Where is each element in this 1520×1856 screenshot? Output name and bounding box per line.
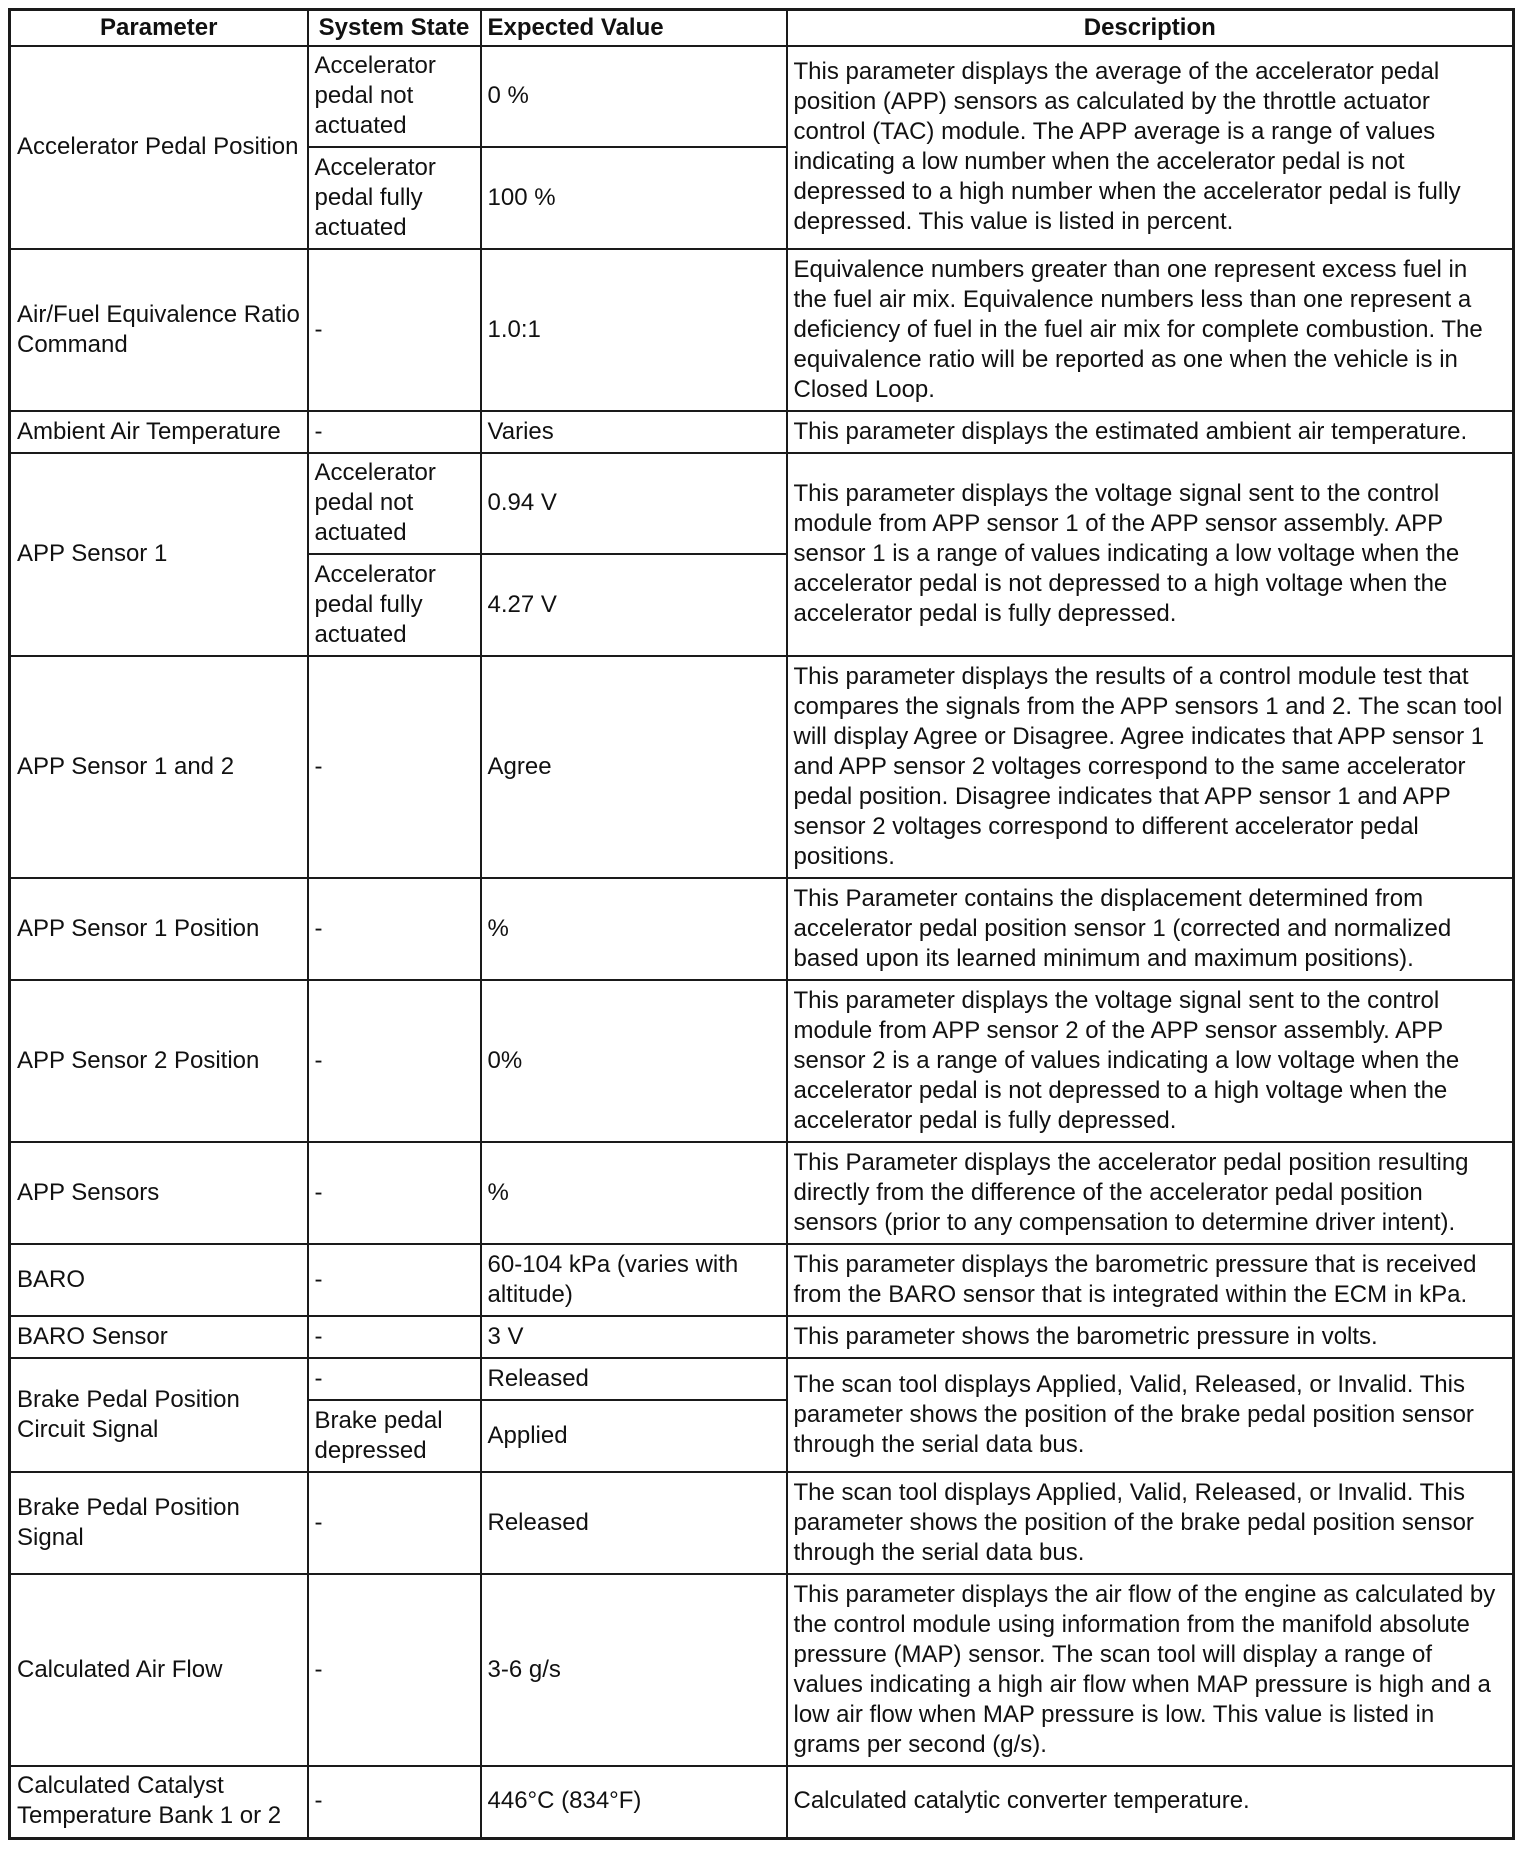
table-row [10, 1316, 1514, 1358]
header-row [10, 10, 1514, 47]
description-cell: This Parameter contains the displacement determined from accelerator pedal position sensor 1 (corrected and normalized based upon its learned minimum and maximum positions). [787, 878, 1514, 980]
description-cell: This parameter displays the barometric pressure that is received from the BARO sensor that is integrated within the ECM in kPa. [787, 1244, 1514, 1316]
description-cell: This parameter shows the barometric pressure in volts. [787, 1316, 1514, 1358]
expected-value-cell: 0% [481, 980, 787, 1142]
description-cell: The scan tool displays Applied, Valid, Released, or Invalid. This parameter shows the position of the brake pedal position sensor through the serial data bus. [787, 1358, 1514, 1472]
expected-value-cell: 3-6 g/s [481, 1574, 787, 1766]
expected-value-cell: Agree [481, 656, 787, 878]
table-row [10, 1358, 1514, 1400]
expected-value-cell: 100 % [481, 147, 787, 249]
system-state-cell: Brake pedal depressed [308, 1400, 481, 1472]
expected-value-cell: % [481, 1142, 787, 1244]
header-system-state: System State [308, 10, 481, 47]
parameter-cell: Ambient Air Temperature [10, 411, 308, 453]
table-row [10, 1766, 1514, 1838]
parameter-cell: APP Sensor 1 and 2 [10, 656, 308, 878]
table-row [10, 656, 1514, 878]
description-cell: This parameter displays the results of a control module test that compares the signals from the APP sensors 1 and 2. The scan tool will display Agree or Disagree. Agree indicates that APP sensor 1 and APP sensor 2 voltages correspond to the same accelerator pedal position. Disagree indicates that APP sensor 1 and APP sensor 2 voltages correspond to different accelerator pedal positions. [787, 656, 1514, 878]
expected-value-cell: Applied [481, 1400, 787, 1472]
table-row [10, 453, 1514, 554]
header-expected-value: Expected Value [481, 10, 787, 47]
expected-value-cell: 1.0:1 [481, 249, 787, 411]
parameter-table [8, 8, 1515, 1840]
parameter-cell: APP Sensor 1 [10, 453, 308, 656]
table-row [10, 1244, 1514, 1316]
expected-value-cell: 0.94 V [481, 453, 787, 554]
parameter-table-sheet [8, 8, 1512, 1840]
parameter-cell: BARO [10, 1244, 308, 1316]
system-state-cell: Accelerator pedal not actuated [308, 453, 481, 554]
description-cell: This parameter displays the voltage signal sent to the control module from APP sensor 2 of the APP sensor assembly. APP sensor 2 is a range of values indicating a low voltage when the accelerator pedal is not depressed to a high voltage when the accelerator pedal is fully depressed. [787, 980, 1514, 1142]
description-cell: The scan tool displays Applied, Valid, Released, or Invalid. This parameter shows the position of the brake pedal position sensor through the serial data bus. [787, 1472, 1514, 1574]
expected-value-cell: Varies [481, 411, 787, 453]
parameter-cell: Brake Pedal Position Circuit Signal [10, 1358, 308, 1472]
system-state-cell: - [308, 1574, 481, 1766]
expected-value-cell: 4.27 V [481, 554, 787, 656]
expected-value-cell: % [481, 878, 787, 980]
description-cell: Equivalence numbers greater than one represent excess fuel in the fuel air mix. Equivalence numbers less than one represent a deficiency of fuel in the fuel air mix for complete combustion. The equivalence ratio will be reported as one when the vehicle is in Closed Loop. [787, 249, 1514, 411]
table-row [10, 411, 1514, 453]
description-cell: Calculated catalytic converter temperature. [787, 1766, 1514, 1838]
system-state-cell: - [308, 1766, 481, 1838]
system-state-cell: - [308, 411, 481, 453]
parameter-cell: APP Sensor 2 Position [10, 980, 308, 1142]
parameter-cell: Air/Fuel Equivalence Ratio Command [10, 249, 308, 411]
system-state-cell: - [308, 1142, 481, 1244]
description-cell: This parameter displays the estimated ambient air temperature. [787, 411, 1514, 453]
description-cell: This Parameter displays the accelerator pedal position resulting directly from the difference of the accelerator pedal position sensors (prior to any compensation to determine driver intent). [787, 1142, 1514, 1244]
system-state-cell: - [308, 980, 481, 1142]
system-state-cell: - [308, 1358, 481, 1400]
parameter-cell: APP Sensors [10, 1142, 308, 1244]
table-row [10, 1574, 1514, 1766]
table-row [10, 1472, 1514, 1574]
parameter-cell: Brake Pedal Position Signal [10, 1472, 308, 1574]
table-header [10, 10, 1514, 47]
header-description: Description [787, 10, 1514, 47]
table-row [10, 878, 1514, 980]
expected-value-cell: 446°C (834°F) [481, 1766, 787, 1838]
expected-value-cell: 3 V [481, 1316, 787, 1358]
parameter-cell: APP Sensor 1 Position [10, 878, 308, 980]
system-state-cell: - [308, 1316, 481, 1358]
system-state-cell: - [308, 249, 481, 411]
parameter-cell: BARO Sensor [10, 1316, 308, 1358]
table-row [10, 249, 1514, 411]
system-state-cell: - [308, 1244, 481, 1316]
expected-value-cell: 60-104 kPa (varies with altitude) [481, 1244, 787, 1316]
system-state-cell: Accelerator pedal fully actuated [308, 147, 481, 249]
parameter-cell: Calculated Catalyst Temperature Bank 1 or 2 [10, 1766, 308, 1838]
system-state-cell: Accelerator pedal not actuated [308, 46, 481, 147]
description-cell: This parameter displays the voltage signal sent to the control module from APP sensor 1 of the APP sensor assembly. APP sensor 1 is a range of values indicating a low voltage when the accelerator pedal is not depressed to a high voltage when the accelerator pedal is fully depressed. [787, 453, 1514, 656]
system-state-cell: - [308, 656, 481, 878]
header-parameter: Parameter [10, 10, 308, 47]
system-state-cell: Accelerator pedal fully actuated [308, 554, 481, 656]
parameter-cell: Accelerator Pedal Position [10, 46, 308, 249]
expected-value-cell: Released [481, 1358, 787, 1400]
table-row [10, 46, 1514, 147]
parameter-cell: Calculated Air Flow [10, 1574, 308, 1766]
table-row [10, 980, 1514, 1142]
expected-value-cell: Released [481, 1472, 787, 1574]
table-body [10, 46, 1514, 1838]
table-row [10, 1142, 1514, 1244]
expected-value-cell: 0 % [481, 46, 787, 147]
description-cell: This parameter displays the air flow of the engine as calculated by the control module using information from the manifold absolute pressure (MAP) sensor. The scan tool will display a range of values indicating a high air flow when MAP pressure is high and a low air flow when MAP pressure is low. This value is listed in grams per second (g/s). [787, 1574, 1514, 1766]
system-state-cell: - [308, 878, 481, 980]
system-state-cell: - [308, 1472, 481, 1574]
description-cell: This parameter displays the average of the accelerator pedal position (APP) sensors as calculated by the throttle actuator control (TAC) module. The APP average is a range of values indicating a low number when the accelerator pedal is not depressed to a high number when the accelerator pedal is fully depressed. This value is listed in percent. [787, 46, 1514, 249]
